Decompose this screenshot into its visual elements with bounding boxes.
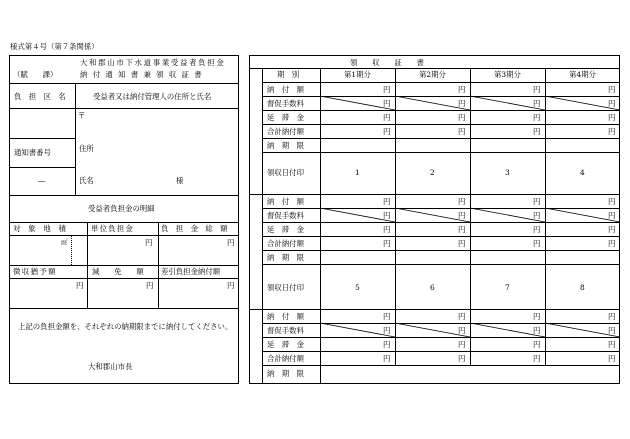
col-net: 差引負担金納付額 [161,267,221,276]
yen: 円 [533,85,541,94]
yen: 円 [608,225,616,234]
yen: 円 [608,326,616,335]
period-1: 第1期分 [344,70,371,79]
notice-number-label: 通知書番号 [14,148,51,157]
yen: 円 [383,197,391,206]
row-label-deadline: 納 期 限 [267,253,304,262]
yen: 円 [608,211,616,220]
yen: 円 [533,312,541,321]
row-label-fee: 督促手数料 [267,211,304,220]
notice-title-line1: 大和郡山市下水道事業受益者負担金 [80,58,226,67]
payment-message: 上記の負担金額を、それぞれの納期限までに納付してください。 [18,322,233,331]
yen: 円 [458,340,466,349]
yen: 円 [383,99,391,108]
row-label-late: 延 滞 金 [267,225,304,234]
notice-number-dash: ― [38,176,46,185]
yen: 円 [383,113,391,122]
yen: 円 [533,197,541,206]
total-yen: 円 [227,238,235,247]
yen: 円 [533,326,541,335]
col-deferral: 徴収猶予額 [13,267,57,276]
row-label-sum: 合計納付額 [267,127,304,136]
stamp-number: 4 [580,168,585,177]
name-label: 氏名 [79,176,94,185]
yen: 円 [608,239,616,248]
yen: 円 [458,99,466,108]
yen: 円 [608,340,616,349]
yen: 円 [383,340,391,349]
period-label: 期 別 [277,70,300,79]
yen: 円 [383,354,391,363]
yen: 円 [533,113,541,122]
row-label-payment: 納 付 額 [267,312,304,321]
honorific: 様 [176,176,184,185]
yen: 円 [608,127,616,136]
period-3: 第3期分 [494,70,521,79]
issuer: 大和郡山市長 [88,362,133,371]
col-unit: 単位負担金 [91,224,134,233]
notice-title-prefix: （賦 課） [13,70,58,79]
col-area: 対 象 地 積 [13,224,67,233]
row-label-fee: 督促手数料 [267,99,304,108]
yen: 円 [608,197,616,206]
yen: 円 [383,127,391,136]
burden-area-label: 負 担 区 名 [14,92,66,101]
postal-mark: 〒 [78,111,86,120]
row-label-fee: 督促手数料 [267,326,304,335]
stamp-number: 5 [355,283,360,292]
notice-title-line2: 納付通知書兼領収証書 [80,70,207,79]
yen: 円 [608,99,616,108]
yen: 円 [383,85,391,94]
yen: 円 [533,225,541,234]
row-label-stamp: 領収日付印 [267,283,304,292]
yen: 円 [458,354,466,363]
row-label-late: 延 滞 金 [267,340,304,349]
stamp-number: 1 [355,168,360,177]
period-2: 第2期分 [419,70,446,79]
yen: 円 [533,211,541,220]
row-label-stamp: 領収日付印 [267,168,304,177]
yen: 円 [608,312,616,321]
yen: 円 [458,85,466,94]
area-unit: ㎡ [61,238,68,246]
stamp-number: 7 [505,283,510,292]
yen: 円 [383,312,391,321]
yen: 円 [383,326,391,335]
yen: 円 [533,340,541,349]
net-yen: 円 [227,281,235,290]
yen: 円 [458,211,466,220]
yen: 円 [608,85,616,94]
yen: 円 [383,225,391,234]
row-label-deadline: 納 期 限 [267,141,304,150]
yen: 円 [458,113,466,122]
yen: 円 [458,197,466,206]
yen: 円 [458,239,466,248]
address-label: 住所 [79,144,94,153]
form-number: 様式第４号（第７条関係） [10,42,99,51]
row-label-late: 延 滞 金 [267,113,304,122]
receipt-title: 領 収 証 書 [350,58,424,67]
stamp-number: 2 [430,168,435,177]
row-label-payment: 納 付 額 [267,85,304,94]
stamp-number: 3 [505,168,510,177]
yen: 円 [533,127,541,136]
yen: 円 [533,99,541,108]
period-4: 第4期分 [569,70,596,79]
stamp-number: 6 [430,283,435,292]
row-label-sum: 合計納付額 [267,354,304,363]
col-reduction: 減 免 額 [92,267,144,276]
reduction-yen: 円 [146,281,154,290]
col-total: 負 担 金 総 額 [161,224,228,233]
yen: 円 [383,239,391,248]
stamp-number: 8 [580,283,585,292]
yen: 円 [383,211,391,220]
yen: 円 [608,113,616,122]
yen: 円 [458,225,466,234]
yen: 円 [533,239,541,248]
details-title: 受益者負担金の明細 [88,204,155,213]
yen: 円 [458,326,466,335]
row-label-deadline: 納 期 限 [267,369,304,378]
yen: 円 [458,312,466,321]
row-label-sum: 合計納付額 [267,239,304,248]
row-label-payment: 納 付 額 [267,197,304,206]
yen: 円 [533,354,541,363]
deferral-yen: 円 [76,281,84,290]
yen: 円 [458,127,466,136]
yen: 円 [608,354,616,363]
unit-yen: 円 [145,238,153,247]
payer-header: 受益者又は納付管理人の住所と氏名 [93,92,212,101]
